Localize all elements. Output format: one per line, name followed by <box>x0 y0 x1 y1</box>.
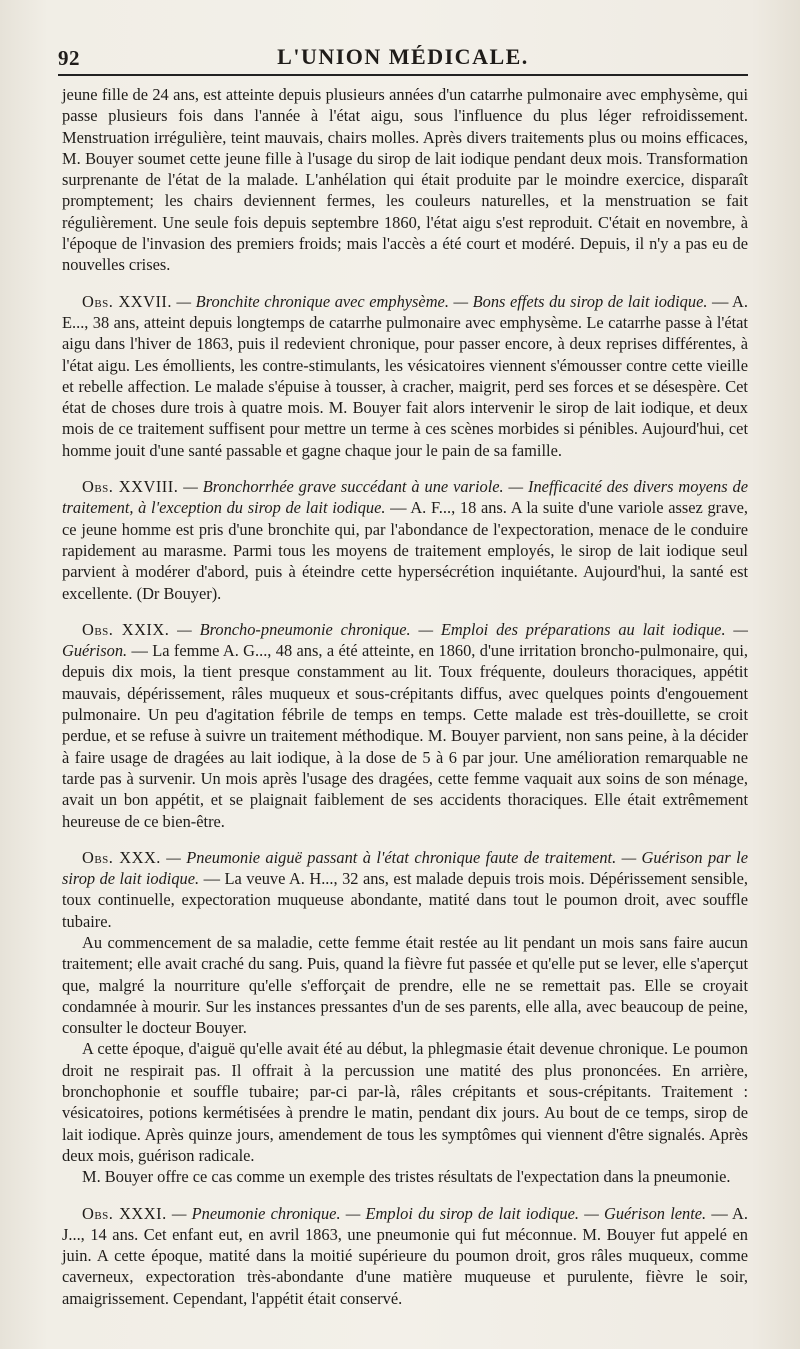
observation-label: Obs. XXX. <box>82 847 161 867</box>
observation-paragraph <box>62 1203 748 1309</box>
observation-label: Obs. XXVII. <box>82 291 172 311</box>
paragraph-text: — A. J..., 14 ans. Cet enfant eut, en avril 1863, une pneumonie qui fut méconnue. M. Bouyer fut appelé en juin. A cette époque, matité dans la moitié supérieure du poumon droit, gros râles muqueux, comme caverneux, expectoration très-abondante d'une matière muqueuse et purulente, fièvre le soir, amaigrissement. Cependant, l'appétit était conservé. <box>62 1203 748 1308</box>
paragraph-text: jeune fille de 24 ans, est atteinte depuis plusieurs années d'un catarrhe pulmonaire avec emphysème, qui passe plusieurs fois dans l'année à l'état aigu, sous l'influence du plus léger refroidissement. Menstruation irrégulière, teint mauvais, chairs molles. Après divers traitements plus ou moins efficaces, M. Bouyer soumet cette jeune fille à l'usage du sirop de lait iodique pendant deux mois. Transformation surprenante de l'état de la malade. L'anhélation qui était produite par le moindre exercice, disparaît promptement; les chairs deviennent fermes, les couleurs naturelles, et la menstruation se fait régulièrement. Une seule fois depuis septembre 1860, l'état aigu s'est reproduit. C'était en novembre, à l'époque de l'invasion des premiers froids; mais l'accès a été court et modéré. Depuis, il n'y a pas eu de nouvelles crises. <box>62 85 748 275</box>
observation-title: — Bronchorrhée grave succédant à une variole. — Inefficacité des divers moyens de traitement, à l'exception du sirop de lait iodique. <box>62 477 748 518</box>
paragraph-text: M. Bouyer offre ce cas comme un exemple des tristes résultats de l'expectation dans la pneumonie. <box>82 1167 731 1187</box>
header-rule <box>58 74 748 76</box>
observation-title: — Bronchite chronique avec emphysème. — Bons effets du sirop de lait iodique. <box>171 291 708 311</box>
observation-label: Obs. XXVIII. <box>82 477 179 497</box>
paragraph-text: A cette époque, d'aiguë qu'elle avait été au début, la phlegmasie était devenue chronique. Le poumon droit ne respirait pas. Il offrait à la percussion une matité des plus prononcées. En arrière, bronchophonie et souffle tubaire; par-ci par-là, râles crépitants et sous-crépitants. Traitement : vésicatoires, potions kermétisées à prendre le matin, pendant dix jours. Au bout de ce temps, sirop de lait iodique. Après quinze jours, amendement de tous les symptômes qui viennent d'être signalés. Après deux mois, guérison radicale. <box>62 1039 748 1165</box>
body-paragraph <box>62 932 748 1038</box>
body-paragraph <box>62 1038 748 1166</box>
observation-title: — Pneumonie chronique. — Emploi du sirop de lait iodique. — Guérison lente. <box>166 1203 707 1223</box>
observation-label: Obs. XXIX. <box>82 619 170 639</box>
paragraph-text: — La femme A. G..., 48 ans, a été atteinte, en 1860, d'une irritation broncho-pulmonaire, qui, depuis dix mois, la tient presque constamment au lit. Toux fréquente, douleurs thoraciques, appétit mauvais, dépérissement, râles muqueux et sous-crépitants diffus, avec quelques points d'engouement pulmonaire. Un peu d'agitation fébrile de temps en temps. Cette malade est très-douillette, se croit perdue, et se refuse à suivre un traitement méthodique. M. Bouyer parvient, non sans peine, à la décider à faire usage de dragées au lait iodique, à la dose de 5 à 6 par jour. Une amélioration remarquable ne tarde pas à survenir. Un mois après l'usage des dragées, cette femme vaquait aux soins de son ménage, avait un bon appétit, et se plaignait faiblement de ses accidents thoraciques. Elle était extrêmement heureuse de ce bien-être. <box>62 641 748 831</box>
observation-title: — Broncho-pneumonie chronique. — Emploi des préparations au lait iodique. — Guérison. <box>62 619 748 661</box>
body-text <box>62 84 748 1309</box>
observation-paragraph <box>62 291 748 461</box>
observation-paragraph <box>62 476 748 604</box>
observation-paragraph <box>62 619 748 832</box>
paragraph-text: Au commencement de sa maladie, cette femme était restée au lit pendant un mois sans faire aucun traitement; elle avait craché du sang. Puis, quand la fièvre fut passée et qu'elle put se lever, elle s'aperçut que, malgré la nourriture qu'elle s'efforçait de prendre, elle ne se remettait pas. Elle se croyait condamnée à mourir. Sur les instances pressantes d'un de ses parents, elle alla, avec beaucoup de peine, consulter le docteur Bouyer. <box>62 932 748 1038</box>
body-paragraph <box>62 84 748 276</box>
body-paragraph <box>62 1166 748 1187</box>
observation-paragraph <box>62 847 748 932</box>
page-header <box>58 40 748 74</box>
observation-label: Obs. XXXI. <box>82 1203 167 1223</box>
page-number: 92 <box>58 46 80 70</box>
paragraph-text: — A. F..., 18 ans. A la suite d'une variole assez grave, ce jeune homme est pris d'une bronchite qui, par l'abondance de l'expectoration, menace de le conduire rapidement au marasme. Parmi tous les moyens de traitement employés, le sirop de lait iodique seul parvient à modérer d'abord, puis à éteindre cette hypersécrétion inquiétante. Aujourd'hui, la santé est excellente. (Dr Bouyer). <box>62 498 748 603</box>
paragraph-text: — La veuve A. H..., 32 ans, est malade depuis trois mois. Dépérissement sensible, toux continuelle, expectoration muqueuse abondante, matité dans tout le poumon droit, avec souffle tubaire. <box>62 869 748 931</box>
paragraph-text: — A. E..., 38 ans, atteint depuis longtemps de catarrhe pulmonaire avec emphysème. Le catarrhe passe à l'état aigu dans l'hiver de 1863, puis il redevient chronique, pour passer encore, à deux reprises différentes, à l'état aigu. Les émollients, les contre-stimulants, les vésicatoires viennent s'émousser contre cette vieille et rebelle affection. Le malade s'épuise à tousser, à cracher, maigrit, perd ses forces et se désespère. Cet état de choses dure trois à quatre mois. M. Bouyer fait alors intervenir le sirop de lait iodique, et deux mois de ce traitement suffisent pour mettre un terme à ces scènes morbides si pénibles. Aujourd'hui, cet homme jouit d'une santé passable et gagne chaque jour le pain de sa famille. <box>62 291 748 460</box>
journal-title: L'UNION MÉDICALE. <box>277 44 529 69</box>
observation-title: — Pneumonie aiguë passant à l'état chronique faute de traitement. — Guérison par le sirop de lait iodique. <box>62 847 748 889</box>
